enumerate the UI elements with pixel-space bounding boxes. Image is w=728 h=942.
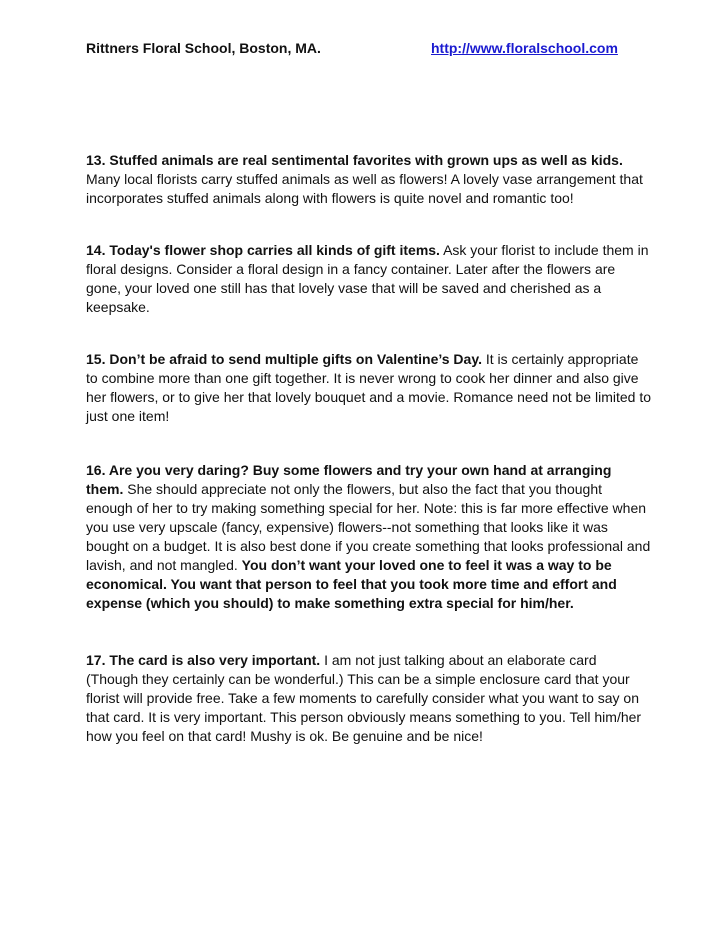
tip-16-tail: You don’t want your loved one to feel it was a way to be economical. You want that person to feel that you took more time and effort and expense (which you should) to make something extra special for him/her. [86, 557, 617, 611]
tip-13-heading: 13. Stuffed animals are real sentimental favorites with grown ups as well as kids. [86, 152, 623, 168]
tip-17-heading: 17. The card is also very important. [86, 652, 321, 668]
school-name: Rittners Floral School, Boston, MA. [86, 40, 321, 56]
tip-16-heading: 16. Are you very daring? Buy some flowers and try your own hand at arranging them. [86, 462, 612, 497]
tip-17 [86, 651, 652, 746]
tip-16-body: She should appreciate not only the flowers, but also the fact that you thought enough of her to try making something special for her. Note: this is far more effective when you use very upscale (fancy, expensive) flowers--not something that looks like it was bought on a budget. It is also best done if you create something that looks professional and lavish, and not mangled. [86, 481, 651, 573]
page-header [86, 40, 646, 60]
tip-14-body: Ask your florist to include them in floral designs. Consider a floral design in a fancy container. Later after the flowers are gone, your loved one still has that lovely vase that will be saved and cherished as a keepsake. [86, 242, 649, 315]
tip-17-body: I am not just talking about an elaborate card (Though they certainly can be wonderful.) This can be a simple enclosure card that your florist will provide free. Take a few moments to carefully consider what you want to say on that card. It is very important. This person obviously means something to you. Tell him/her how you feel on that card! Mushy is ok. Be genuine and be nice! [86, 652, 642, 744]
tips-list [86, 151, 652, 779]
tip-15 [86, 350, 652, 426]
tip-13-body: Many local florists carry stuffed animals as well as flowers! A lovely vase arrangement that incorporates stuffed animals along with flowers is quite novel and romantic too! [86, 171, 643, 206]
tip-14-heading: 14. Today's flower shop carries all kinds of gift items. [86, 242, 440, 258]
tip-13 [86, 151, 652, 208]
tip-15-heading: 15. Don’t be afraid to send multiple gifts on Valentine’s Day. [86, 351, 482, 367]
tip-15-body: It is certainly appropriate to combine more than one gift together. It is never wrong to cook her dinner and also give her flowers, or to give her that lovely bouquet and a movie. Romance need not be limited to just one item! [86, 351, 651, 424]
school-website-link[interactable]: http://www.floralschool.com [431, 40, 618, 56]
tip-14 [86, 241, 652, 317]
tip-16 [86, 461, 652, 613]
